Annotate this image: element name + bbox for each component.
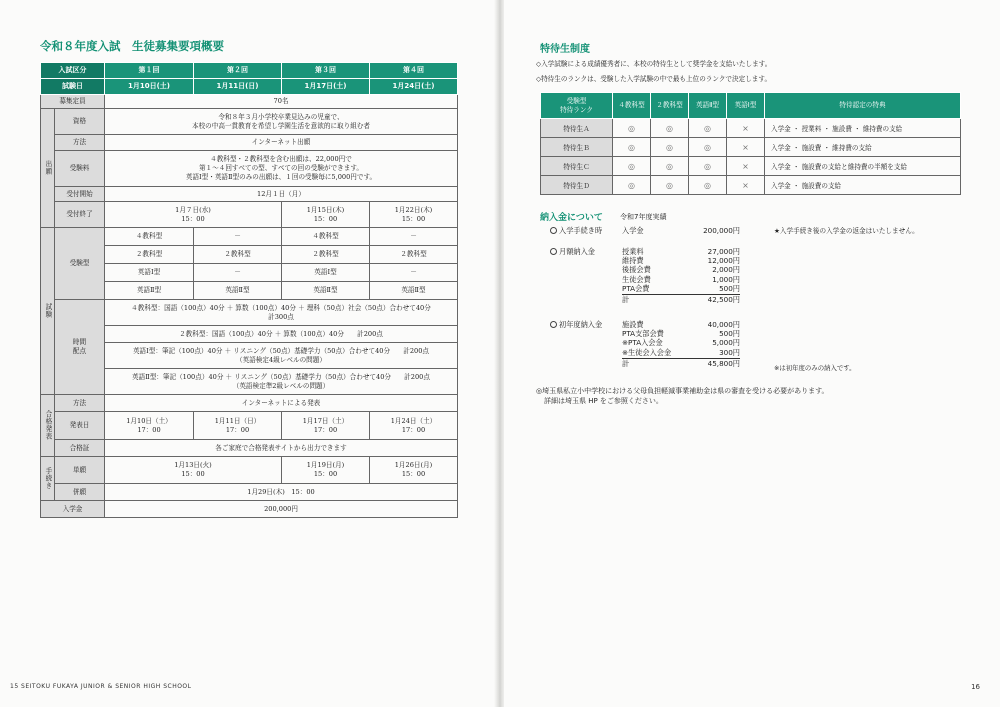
- exam-date-2: 1月11日(日): [194, 79, 282, 95]
- group-label-goukaku: 合格発表: [41, 395, 55, 457]
- result-date-4: [370, 412, 458, 440]
- result-date-row: [41, 412, 458, 440]
- time-eigo2-line-1: 英語Ⅱ型：筆記（100点）40分 ＋ リスニング（50点）基礎学力（50点）合わせて40分 計200点: [132, 372, 430, 381]
- rank-row-d: [541, 176, 961, 195]
- score-label: 配点: [72, 347, 87, 355]
- rank-mark: ×: [727, 176, 765, 195]
- enrollment-fee-value: 200,000円: [105, 501, 458, 518]
- result-date-4-day: 1月24日（土）: [390, 416, 437, 425]
- entry-fee-block: [622, 226, 740, 235]
- certificate-value: 各ご家庭で合格発表サイトから出力できます: [105, 440, 458, 457]
- type-cell: ２教科型: [105, 246, 194, 264]
- header-4kyoka: ４教科型: [613, 93, 651, 119]
- monthly-label: [550, 247, 595, 256]
- header-label-kubun: 入試区分: [41, 63, 105, 79]
- fee-item-name: 後援会費: [622, 265, 651, 275]
- monthly-label-text: 月額納入金: [559, 247, 595, 256]
- exam-type-label: 受験型: [55, 228, 105, 300]
- admission-summary-table: [40, 62, 458, 518]
- fee-item-amount: 200,000円: [703, 226, 740, 235]
- type-cell: ２教科型: [194, 246, 282, 264]
- eligibility-row: [41, 109, 458, 135]
- entry-note-text: ★入学手続き後の入学金の返金はいたしません。: [774, 227, 919, 235]
- entry-label: [550, 226, 602, 235]
- round-2: 第２回: [194, 63, 282, 79]
- type-cell: 英語Ⅰ型: [282, 264, 370, 282]
- result-date-1: [105, 412, 194, 440]
- end-time-3: 15：00: [313, 214, 338, 223]
- exam-fee-line-1: ４教科型・２教科型を含む出願は、22,000円で: [210, 155, 352, 164]
- rank-benefit: 入学金 ・ 施設費 ・ 維持費の支給: [765, 138, 961, 157]
- tangan-time-3: 15：00: [313, 470, 338, 478]
- type-cell: －: [194, 264, 282, 282]
- fee-row: [622, 284, 740, 293]
- fee-item-name: ※生徒会入会金: [622, 347, 672, 357]
- monthly-fee-block: [622, 247, 740, 304]
- enrollment-fee-row: [41, 501, 458, 518]
- rank-benefit: 入学金 ・ 授業料 ・ 施設費 ・ 維持費の支給: [765, 119, 961, 138]
- fee-row: [622, 265, 740, 274]
- exam-fee-line-2: 第１～４回すべての型、すべての回の受験ができます。: [198, 164, 364, 173]
- fee-total-row: [622, 358, 740, 368]
- circle-bullet-icon: [550, 227, 557, 234]
- footer-school-name: 15 SEITOKU FUKAYA JUNIOR & SENIOR HIGH SCHOOL: [10, 683, 192, 690]
- tangan-date-4: 1月26日(月): [394, 461, 433, 470]
- tangan-time-1-2: 15：00: [181, 470, 205, 478]
- exam-fee-label: 受験料: [55, 151, 105, 187]
- application-end-label: 受付終了: [55, 202, 105, 228]
- tangan-date-3: 1月19日(月): [306, 461, 345, 470]
- result-date-1-time: 17：00: [137, 425, 161, 434]
- first-year-note-text: ※は初年度のみの納入です。: [774, 364, 856, 372]
- tangan-time-4: 15：00: [401, 470, 426, 478]
- capacity-value: 70名: [105, 95, 458, 109]
- type-cell: －: [370, 228, 458, 246]
- result-date-2: [194, 412, 282, 440]
- result-date-3-day: 1月17日（土）: [302, 416, 349, 425]
- fee-total-amount: 45,800円: [707, 358, 740, 368]
- result-date-2-day: 1月11日（日）: [214, 416, 261, 425]
- exam-date-4: 1月24日(土): [370, 79, 458, 95]
- tangan-round-1-2: [105, 457, 282, 484]
- certificate-row: [41, 440, 458, 457]
- application-end-row: [41, 202, 458, 228]
- result-date-3: [282, 412, 370, 440]
- fee-row: [622, 329, 740, 338]
- result-date-4-time: 17：00: [401, 425, 426, 434]
- end-time-4: 15：00: [401, 214, 426, 223]
- result-date-3-time: 17：00: [313, 425, 338, 434]
- circle-bullet-icon: [550, 321, 557, 328]
- result-method-label: 方法: [55, 395, 105, 412]
- header-2kyoka: ２教科型: [651, 93, 689, 119]
- rank-mark: ◎: [613, 176, 651, 195]
- rank-mark: ◎: [689, 119, 727, 138]
- time-eigo1: [105, 343, 458, 369]
- fee-item-amount: 2,000円: [712, 265, 740, 275]
- payment-subtitle: 令和7年度実績: [620, 213, 667, 221]
- type-cell: 英語Ⅱ型: [194, 282, 282, 300]
- first-year-note: [774, 364, 856, 372]
- rank-row-c: [541, 157, 961, 176]
- type-cell: ２教科型: [282, 246, 370, 264]
- fee-total-amount: 42,500円: [707, 295, 740, 305]
- time-4kyoka-line-1: ４教科型：国語（100点）40分 ＋ 算数（100点）40分 ＋ 理科（50点）社会（50点）合わせて40分: [131, 303, 431, 312]
- fee-item-name: 入学金: [622, 226, 644, 235]
- fee-item-amount: 300円: [719, 347, 740, 357]
- exam-type-row-1: [41, 228, 458, 246]
- eligibility-value: [105, 109, 458, 135]
- fee-item-amount: 5,000円: [712, 338, 740, 348]
- left-page: [0, 0, 496, 707]
- rank-mark: ◎: [689, 138, 727, 157]
- type-cell: －: [370, 264, 458, 282]
- heigan-label: 併願: [55, 484, 105, 501]
- subsidy-note: [536, 386, 829, 406]
- rank-mark: ◎: [613, 119, 651, 138]
- payment-title: 納入金について: [540, 213, 603, 223]
- end-date-1-2: 1月７日(水): [175, 205, 211, 214]
- rank-mark: ◎: [689, 157, 727, 176]
- fee-item-name: 施設費: [622, 320, 644, 329]
- result-date-1-day: 1月10日（土）: [126, 416, 172, 425]
- application-start-row: [41, 187, 458, 202]
- tangan-row: [41, 457, 458, 484]
- capacity-label: 募集定員: [41, 95, 105, 109]
- result-date-2-time: 17：00: [225, 425, 250, 434]
- fee-item-amount: 27,000円: [707, 247, 740, 256]
- round-1: 第１回: [105, 63, 194, 79]
- scholarship-header-row: [541, 93, 961, 119]
- scholarship-table: [540, 92, 961, 195]
- rank-mark: ×: [727, 138, 765, 157]
- time-label: 時間: [72, 338, 87, 347]
- type-cell: ４教科型: [282, 228, 370, 246]
- header-eigo2: 英語Ⅱ型: [689, 93, 727, 119]
- result-method-row: [41, 395, 458, 412]
- right-page: [504, 0, 1000, 707]
- page-number: 16: [971, 683, 980, 691]
- first-year-label: [550, 320, 602, 329]
- time-4kyoka: [105, 300, 458, 326]
- type-cell: ２教科型: [370, 246, 458, 264]
- application-start-value: 12月１日（月）: [105, 187, 458, 202]
- application-method-label: 方法: [55, 135, 105, 151]
- type-cell: 英語Ⅱ型: [105, 282, 194, 300]
- exam-date-1: 1月10日(土): [105, 79, 194, 95]
- type-cell: 英語Ⅱ型: [282, 282, 370, 300]
- rank-name: 特待生Ｄ: [541, 176, 613, 195]
- circle-bullet-icon: [550, 248, 557, 255]
- group-label-shutsugan: 出願: [41, 109, 55, 228]
- eligibility-line-1: 令和８年３月小学校卒業見込みの児童で、: [218, 112, 344, 121]
- entry-note: [774, 227, 919, 235]
- type-cell: 英語Ⅱ型: [370, 282, 458, 300]
- rank-benefit: 入学金 ・ 施設費の支給と維持費の半額を支給: [765, 157, 961, 176]
- rank-mark: ◎: [613, 157, 651, 176]
- rank-mark: ◎: [651, 176, 689, 195]
- first-year-fee-block: [622, 320, 740, 368]
- tangan-label: 単願: [55, 457, 105, 484]
- fee-item-amount: 1,000円: [712, 274, 740, 284]
- heigan-row: [41, 484, 458, 501]
- fee-item-amount: 12,000円: [707, 256, 740, 266]
- application-end-round-1-2: [105, 202, 282, 228]
- first-year-label-text: 初年度納入金: [559, 320, 603, 329]
- fee-row: [622, 338, 740, 347]
- result-date-label: 発表日: [55, 412, 105, 440]
- fee-row: [622, 320, 740, 329]
- fee-item-name: PTA会費: [622, 283, 650, 293]
- time-4kyoka-line-2: 計300点: [268, 312, 294, 321]
- fee-item-amount: 40,000円: [707, 320, 740, 329]
- fee-item-name: 授業料: [622, 247, 644, 256]
- capacity-row: [41, 95, 458, 109]
- rank-mark: ◎: [651, 138, 689, 157]
- enrollment-fee-label: 入学金: [41, 501, 105, 518]
- rank-mark: ◎: [651, 119, 689, 138]
- application-method-value: インターネット出願: [105, 135, 458, 151]
- time-score-label: [55, 300, 105, 395]
- group-label-tetsuzuki: 手続き: [41, 457, 55, 501]
- scholarship-note-2: ◇特待生のランクは、受験した入学試験の中で最も上位のランクで決定します。: [536, 75, 772, 83]
- rank-mark: ×: [727, 119, 765, 138]
- rank-name: 特待生Ｂ: [541, 138, 613, 157]
- result-method-value: インターネットによる発表: [105, 395, 458, 412]
- certificate-label: 合格証: [55, 440, 105, 457]
- scholarship-note-1: ◇入学試験による成績優秀者に、本校の特待生として奨学金を支給いたします。: [536, 60, 772, 68]
- rank-row-b: [541, 138, 961, 157]
- rank-name: 特待生Ａ: [541, 119, 613, 138]
- fee-row: [622, 256, 740, 265]
- application-start-label: 受付開始: [55, 187, 105, 202]
- subsidy-line-2: 詳細は埼玉県 HP をご参照ください。: [544, 397, 663, 406]
- fee-row: [622, 275, 740, 284]
- type-cell: 英語Ⅰ型: [105, 264, 194, 282]
- application-end-round-3: [282, 202, 370, 228]
- header-row-rounds: [41, 63, 458, 79]
- fee-item-name: PTA支部会費: [622, 329, 664, 339]
- rank-row-a: [541, 119, 961, 138]
- header-label-date: 試験日: [41, 79, 105, 95]
- type-cell: －: [194, 228, 282, 246]
- eligibility-line-2: 本校の中高一貫教育を希望し学園生活を意欲的に取り組む者: [191, 121, 371, 130]
- fee-total-row: [622, 294, 740, 304]
- header-eigo1: 英語Ⅰ型: [727, 93, 765, 119]
- exam-fee-row: [41, 151, 458, 187]
- exam-fee-value: [105, 151, 458, 187]
- fee-item-name: 生徒会費: [622, 274, 651, 284]
- tangan-round-3: [282, 457, 370, 484]
- application-method-row: [41, 135, 458, 151]
- group-label-shiken: 試験: [41, 228, 55, 395]
- fee-total-label: 計: [622, 358, 630, 368]
- fee-item-amount: 500円: [719, 329, 740, 339]
- fee-row: [622, 247, 740, 256]
- fee-row: [622, 348, 740, 357]
- time-eigo2: [105, 369, 458, 395]
- rank-mark: ◎: [651, 157, 689, 176]
- rank-name: 特待生Ｃ: [541, 157, 613, 176]
- end-date-3: 1月15日(木): [306, 205, 345, 214]
- time-eigo2-line-2: （英語検定準2級レベルの問題）: [232, 381, 330, 390]
- end-time-1-2: 15：00: [181, 214, 205, 223]
- fee-item-amount: 500円: [719, 283, 740, 293]
- round-4: 第４回: [370, 63, 458, 79]
- tangan-round-4: [370, 457, 458, 484]
- heigan-value: 1月29日(木) 15：00: [105, 484, 458, 501]
- rank-benefit: 入学金 ・ 施設費の支給: [765, 176, 961, 195]
- rank-mark: ×: [727, 157, 765, 176]
- fee-item-name: 維持費: [622, 256, 644, 266]
- fee-total-label: 計: [622, 295, 630, 305]
- header-benefit: 特待認定の特典: [765, 93, 961, 119]
- subsidy-line-1: ◎埼玉県私立小中学校における父母負担軽減事業補助金は県の審査を受ける必要があります。: [536, 387, 829, 395]
- tangan-date-1-2: 1月13日(火): [174, 461, 212, 470]
- application-end-round-4: [370, 202, 458, 228]
- round-3: 第３回: [282, 63, 370, 79]
- eligibility-label: 資格: [55, 109, 105, 135]
- exam-date-3: 1月17日(土): [282, 79, 370, 95]
- time-eigo1-line-2: （英語検定4級レベルの問題）: [236, 355, 326, 364]
- rank-mark: ◎: [613, 138, 651, 157]
- end-date-4: 1月22日(木): [394, 205, 433, 214]
- time-4kyoka-row: [41, 300, 458, 326]
- rank-mark: ◎: [689, 176, 727, 195]
- entry-label-text: 入学手続き時: [559, 226, 603, 235]
- page-title: 令和８年度入試 生徒募集要項概要: [40, 39, 224, 53]
- exam-fee-line-3: 英語Ⅰ型・英語Ⅱ型のみの出願は、１回の受験毎に5,000円です。: [185, 172, 377, 181]
- entry-fee-row: [622, 226, 740, 235]
- type-cell: ４教科型: [105, 228, 194, 246]
- header-row-dates: [41, 79, 458, 95]
- time-eigo1-line-1: 英語Ⅰ型：筆記（100点）40分 ＋ リスニング（50点）基礎学力（50点）合わせて40分 計200点: [132, 346, 430, 355]
- fee-item-name: ※PTA入会金: [622, 338, 663, 348]
- time-2kyoka: ２教科型：国語（100点）40分 ＋ 算数（100点）40分 計200点: [105, 326, 458, 343]
- header-type-rank: 受験型 特待ランク: [541, 93, 613, 119]
- scholarship-title: 特待生制度: [540, 44, 590, 55]
